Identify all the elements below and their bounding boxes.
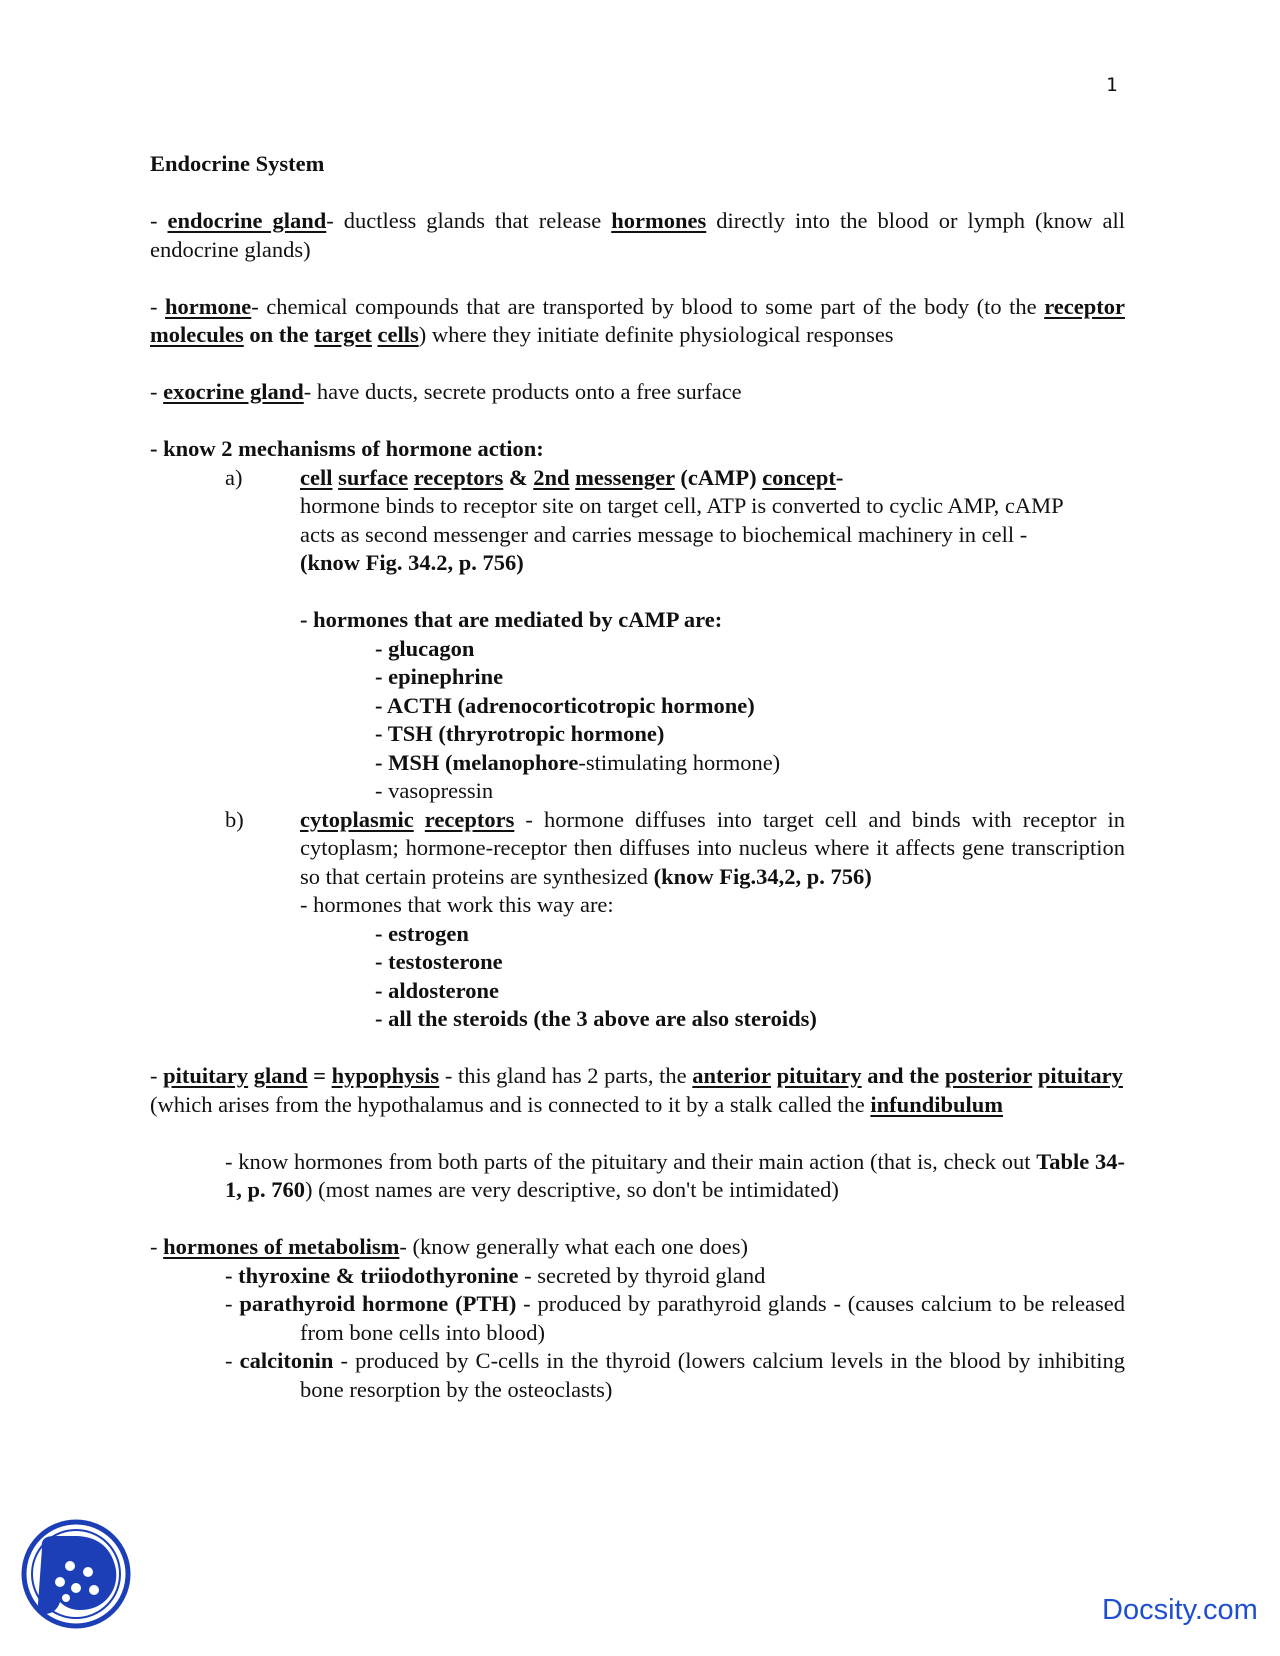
- mechanism-a-desc: hormone binds to receptor site on target cell, ATP is converted to cyclic AMP, cAMP acts as second messenger and carries message to biochemical machinery in cell - (know Fig. 34.2, p. 756): [300, 493, 1063, 575]
- mechanism-a-label: a): [225, 464, 243, 490]
- page-number: 1: [1106, 74, 1118, 96]
- document-body: [150, 150, 1125, 1404]
- steroid-hormone-list: [300, 920, 1125, 1034]
- camp-hormone-list: [300, 635, 1125, 806]
- term-endocrine-gland: endocrine gland: [167, 208, 327, 233]
- term-hormone: hormone: [165, 293, 252, 319]
- steroid-list-heading: - hormones that work this way are:: [300, 892, 614, 917]
- mechanism-b-label: b): [225, 806, 244, 832]
- list-item: - ACTH (adrenocorticotropic hormone): [375, 692, 755, 718]
- mechanism-a: [150, 464, 1125, 806]
- docsity-brand-link[interactable]: Docsity.com: [1102, 1594, 1258, 1626]
- list-item: - epinephrine: [375, 664, 504, 689]
- mechanism-b-desc: cytoplasmic receptors - hormone diffuses into target cell and binds with receptor in cytoplasm; hormone-receptor then diffuses into nucleus where it affects gene transcription so that certain proteins are synthesized (know Fig.34,2, p. 756): [300, 806, 1125, 889]
- list-item: - thyroxine & triiodothyronine - secreted by thyroid gland: [225, 1262, 766, 1288]
- page-title: Endocrine System: [150, 151, 325, 176]
- list-item: - estrogen: [375, 920, 469, 946]
- list-item: - MSH (melanophore-stimulating hormone): [375, 749, 781, 775]
- list-item: - parathyroid hormone (PTH) - produced by parathyroid glands - (causes calcium to be released from bone cells into blood): [225, 1291, 1125, 1345]
- term-hormones-of-metabolism: hormones of metabolism: [163, 1234, 400, 1259]
- def-metabolism: - hormones of metabolism- (know generally what each one does): [150, 1234, 748, 1259]
- list-item: - calcitonin - produced by C-cells in the thyroid (lowers calcium levels in the blood by inhibiting bone resorption by the osteoclasts): [225, 1348, 1126, 1402]
- list-item: - testosterone: [375, 949, 503, 974]
- def-endocrine: - endocrine gland- ductless glands that release hormones directly into the blood or lymph (know all endocrine glands): [150, 208, 1125, 262]
- mechanisms-heading: - know 2 mechanisms of hormone action:: [150, 436, 544, 461]
- mechanism-a-title: cell surface receptors & 2nd messenger (cAMP) concept-: [300, 464, 844, 490]
- metabolism-list: [150, 1262, 1125, 1405]
- list-item: - TSH (thryrotropic hormone): [375, 721, 665, 746]
- term-exocrine-gland: exocrine gland: [163, 379, 304, 404]
- def-hormone: - hormone- chemical compounds that are transported by blood to some part of the body (to the receptor molecules on the target cells) where they initiate definite physiological responses: [150, 293, 1125, 347]
- camp-list-heading: - hormones that are mediated by cAMP are:: [300, 607, 723, 632]
- def-exocrine: - exocrine gland- have ducts, secrete products onto a free surface: [150, 379, 742, 404]
- list-item: - glucagon: [375, 635, 475, 661]
- def-pituitary: - pituitary gland = hypophysis - this gland has 2 parts, the anterior pituitary and the posterior pituitary (which arises from the hypothalamus and is connected to it by a stalk called the infundibulum: [150, 1063, 1123, 1117]
- list-item: - vasopressin: [375, 778, 494, 803]
- pituitary-note: - know hormones from both parts of the pituitary and their main action (that is, check out Table 34-1, p. 760) (most names are very descriptive, so don't be intimidated): [225, 1148, 1125, 1202]
- list-item: - aldosterone: [375, 977, 499, 1003]
- list-item: - all the steroids (the 3 above are also steroids): [375, 1006, 817, 1031]
- mechanism-b: [150, 806, 1125, 1034]
- docsity-logo-icon: [20, 1518, 132, 1630]
